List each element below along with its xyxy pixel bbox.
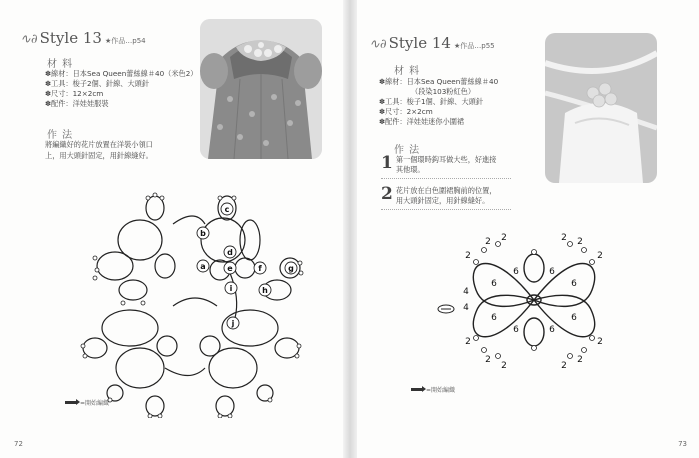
apron-photo [545, 33, 657, 183]
step-line: 花片放在白色圍裙胸前的位置， [395, 186, 497, 195]
count-label: 2 [597, 337, 603, 347]
start-marker-14 [411, 385, 455, 394]
method-line: 上，用大頭針固定，用針線縫好。 [45, 150, 153, 160]
diagram-label: i [229, 284, 233, 293]
count-label: 2 [501, 361, 507, 371]
ornament-icon: ∿∂ [20, 32, 38, 47]
work-ref-14: ★作品…p55 [454, 42, 495, 50]
materials-heading-13: 材 料 [47, 59, 74, 70]
left-page [0, 0, 349, 458]
style-13-title-text: Style 13 [39, 29, 102, 47]
book-gutter [343, 0, 357, 458]
doll-dress-photo [200, 19, 322, 159]
diagram-label: d [227, 248, 233, 257]
material-item: ✽線材：日本Sea Queen蕾絲線＃40 [379, 77, 499, 86]
material-item: （段染103粉紅色） [411, 87, 476, 96]
arrow-icon [411, 388, 423, 391]
count-label: 6 [513, 325, 519, 335]
count-label: 2 [597, 251, 603, 261]
count-label: 6 [491, 279, 497, 289]
count-label: 2 [465, 337, 471, 347]
count-label: 6 [571, 279, 577, 289]
diagram-label: h [262, 286, 268, 295]
style-14-title-text: Style 14 [388, 34, 451, 52]
style-14-title [369, 34, 451, 52]
diagram-label: f [258, 264, 262, 273]
materials-list-14 [379, 77, 498, 127]
material-item: ✽尺寸：12×2cm [45, 89, 104, 98]
material-item: ✽配件：洋娃娃服裝 [45, 99, 109, 108]
count-label: 2 [577, 355, 583, 365]
step-2 [381, 186, 511, 206]
arrow-icon [65, 401, 77, 404]
diagram-label: g [288, 264, 294, 273]
page-number-right: 73 [678, 440, 687, 448]
count-label: 4 [463, 303, 469, 313]
right-page [349, 0, 699, 458]
diagram-label: b [200, 229, 206, 238]
count-label: 2 [485, 237, 491, 247]
step-number: 1 [381, 153, 393, 173]
start-note-text: =開始編織 [426, 387, 456, 394]
diagram-label: c [224, 205, 230, 214]
materials-list-13 [45, 69, 197, 109]
tatting-diagram-14 [454, 228, 614, 378]
material-item: ✽尺寸：2×2cm [379, 107, 433, 116]
count-label: 2 [485, 355, 491, 365]
shuttle-icon [437, 300, 455, 318]
count-label: 2 [465, 251, 471, 261]
step-line: 第一個環時鈎耳做大些，好進接 [395, 155, 497, 164]
start-marker-13 [65, 398, 109, 407]
material-item: ✽工具：梭子2個、針線、大頭針 [45, 79, 150, 88]
count-label: 2 [577, 237, 583, 247]
material-item: ✽配件：洋娃娃迷你小圍裙 [379, 117, 465, 126]
count-label: 2 [561, 233, 567, 243]
method-line: 將編織好的花片放置在洋裝小領口 [45, 140, 153, 149]
material-item: ✽工具：梭子1個、針線、大頭針 [379, 97, 484, 106]
count-label: 2 [501, 233, 507, 243]
materials-heading-14: 材 料 [394, 66, 421, 77]
count-label: 4 [463, 287, 469, 297]
page-number-left: 72 [14, 440, 23, 448]
count-label: 6 [571, 313, 577, 323]
start-note-text: =開始編織 [80, 400, 110, 407]
diagram-label: e [227, 264, 233, 273]
method-heading-14: 作 法 [394, 145, 421, 156]
material-item: ✽線材：日本Sea Queen蕾絲線＃40（米色2） [45, 69, 198, 78]
diagram-label: j [231, 319, 235, 328]
tatting-diagram-13 [55, 178, 315, 418]
count-label: 2 [561, 361, 567, 371]
step-1 [381, 155, 511, 175]
count-label: 6 [549, 325, 555, 335]
diagram-label: a [200, 262, 206, 271]
count-label: 6 [513, 267, 519, 277]
style-13-title [20, 29, 102, 47]
method-heading-13: 作 法 [47, 130, 74, 141]
count-label: 6 [491, 313, 497, 323]
count-label: 6 [549, 267, 555, 277]
step-line: 其他環。 [395, 165, 425, 174]
method-text-13 [45, 140, 153, 161]
work-ref-13: ★作品…p54 [105, 37, 146, 45]
step-number: 2 [381, 184, 393, 204]
step-line: 用大頭針固定，用針線縫好。 [395, 196, 490, 205]
ornament-icon: ∿∂ [369, 37, 387, 52]
